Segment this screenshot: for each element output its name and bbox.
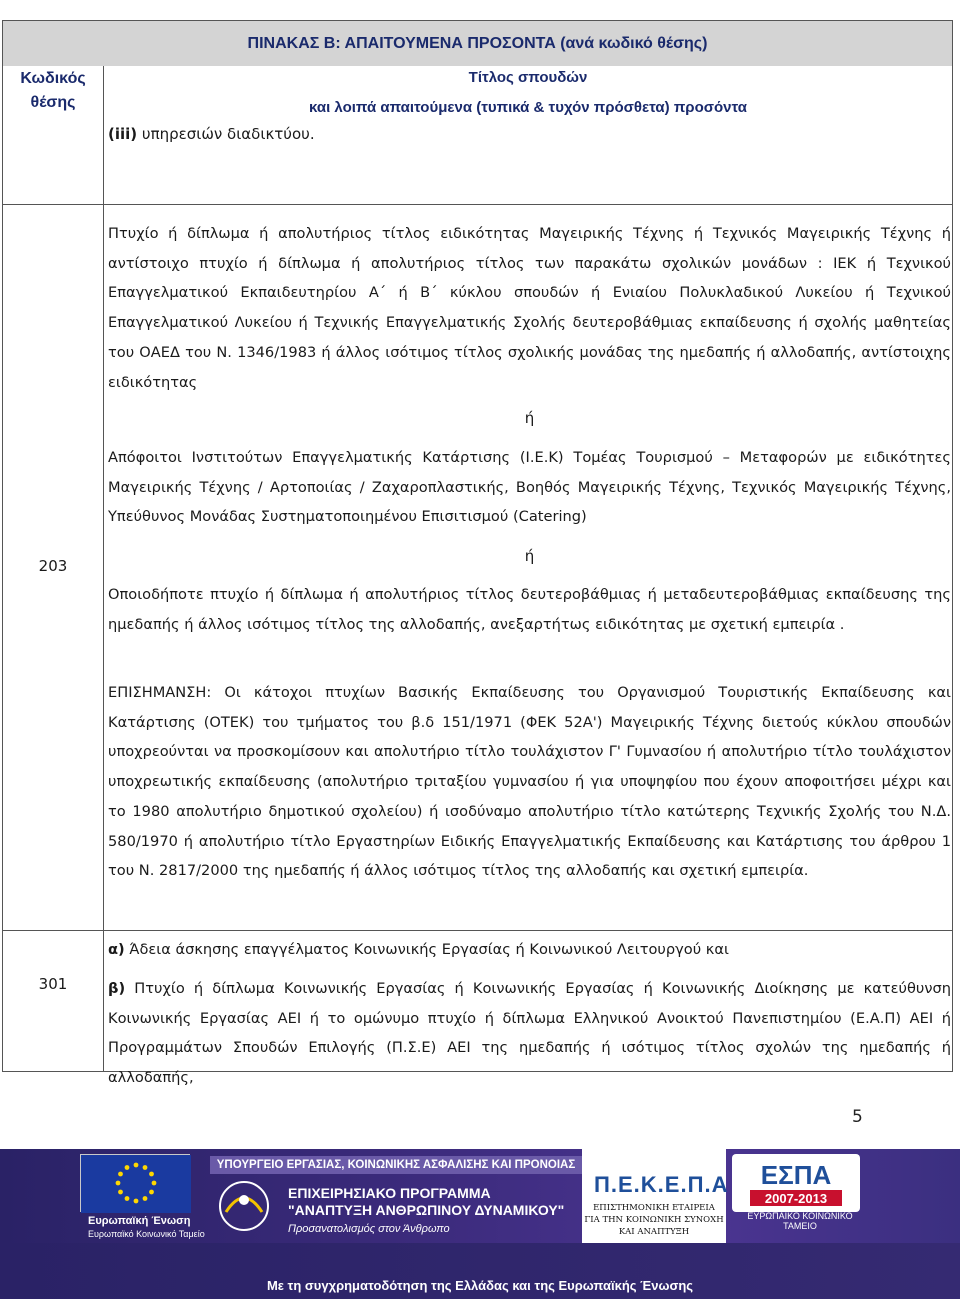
column-divider	[103, 66, 104, 1072]
espa-caption: ΕΥΡΩΠΑΪΚΟ ΚΟΙΝΩΝΙΚΟ ΤΑΜΕΙΟ	[747, 1211, 853, 1231]
row-203-paragraph-1: Πτυχίο ή δίπλωμα ή απολυτήριος τίτλος ειδικότητας Μαγειρικής Τέχνης ή Τεχνικός Μαγειρικής Τέχνης ή αντίστοιχο πτυχίο ή δίπλωμα ή απολυτήριος τίτλος των παρακάτω σχολικών μονάδων : ΙΕΚ ή Τεχνικού Επαγγελματικού Εκπαιδευτηρίου Α΄ ή Β΄ κύκλου σπουδών ή Ενιαίου Πολυκλαδικού Λυκείου ή Τεχνικού Επαγγελματικού Λυκείου ή Τεχνικής Επαγγελματικής Σχολής δευτεροβάθμιας εκπαίδευσης ή σχολής μαθητείας του ΟΑΕΔ του Ν. 1346/1983 ή άλλος ισότιμος τίτλος σχολικής μονάδας της ημεδαπής ή αλλοδαπής, αντίστοιχης ειδικότητας	[108, 225, 951, 391]
program-logo-icon	[212, 1178, 276, 1234]
ministry-name: ΥΠΟΥΡΓΕΙΟ ΕΡΓΑΣΙΑΣ, ΚΟΙΝΩΝΙΚΗΣ ΑΣΦΑΛΙΣΗΣ ΚΑΙ ΠΡΟΝΟΙΑΣ	[210, 1156, 582, 1174]
espa-name: ΕΣΠΑ	[760, 1160, 832, 1190]
espa-logo	[730, 1152, 862, 1216]
eu-caption-line2: Ευρωπαϊκό Κοινωνικό Ταμείο	[88, 1229, 205, 1239]
row-203-paragraph-2: Απόφοιτοι Ινστιτούτων Επαγγελματικής Κατάρτισης (Ι.Ε.Κ) Τομέας Τουρισμού – Μεταφορών με ειδικότητες Μαγειρικής Τέχνης / Αρτοποιίας / Ζαχαροπλαστικής, Βοηθός Μαγειρικής Τέχνης, Τεχνικός Μαγειρικής Τέχνης, Υπεύθυνος Μονάδας Συστηματοποιημένου Επισιτισμού (Catering)	[108, 449, 951, 526]
eu-caption-line1: Ευρωπαϊκή Ένωση	[88, 1215, 191, 1227]
pekepa-desc-line1: ΕΠΙΣΤΗΜΟΝΙΚΗ ΕΤΑΙΡΕΙΑ	[593, 1203, 715, 1213]
program-subtitle: Προσανατολισμός στον Άνθρωπο	[288, 1223, 450, 1235]
pekepa-desc-line3: ΚΑΙ ΑΝΑΠΤΥΞΗ	[618, 1227, 690, 1237]
row-301-item-b-label: β)	[108, 980, 126, 997]
program-title-line1: ΕΠΙΧΕΙΡΗΣΙΑΚΟ ΠΡΟΓΡΑΜΜΑ	[288, 1185, 491, 1201]
program-title	[288, 1185, 578, 1219]
requirements-table	[2, 20, 953, 1087]
table-row-code-301: 301	[38, 975, 68, 993]
row-301-item-b	[108, 974, 951, 1093]
continued-item-label: (iii)	[108, 125, 138, 143]
row-301-item-b-text: Πτυχίο ή δίπλωμα Κοινωνικής Εργασίας ή Κοινωνικής Εργασίας ή Κοινωνικής Διοίκησης με κατεύθυνση Κοινωνικής Εργασίας ΑΕΙ ή το ομώνυμο πτυχίο ή δίπλωμα Ελληνικού Ανοικτού Πανεπιστημίου (Ε.Α.Π) ΑΕΙ ή Προγραμμάτων Σπουδών Επιλογής (Π.Σ.Ε) ΑΕΙ της ημεδαπής ή ισότιμος τίτλος σχολών της ημεδαπής ή αλλοδαπής,	[108, 980, 951, 1087]
row-divider-middle	[3, 930, 952, 931]
column-header-code-line1: Κωδικός	[20, 70, 86, 87]
row-203-paragraph-3: Οποιοδήποτε πτυχίο ή δίπλωμα ή απολυτήριος τίτλος δευτεροβάθμιας ή μεταδευτεροβάθμιας εκπαίδευσης της ημεδαπής ή άλλος ισότιμος τίτλος της αλλοδαπής, ανεξαρτήτως ειδικότητας με σχετική εμπειρία .	[108, 586, 951, 633]
espa-years: 2007-2013	[764, 1191, 828, 1206]
cofunding-statement: Με τη συγχρηματοδότηση της Ελλάδας και της Ευρωπαϊκής Ένωσης	[266, 1278, 694, 1293]
pekepa-desc-line2: ΓΙΑ ΤΗΝ ΚΟΙΝΩΝΙΚΗ ΣΥΝΟΧΗ	[584, 1215, 724, 1225]
program-title-line2: "ΑΝΑΠΤΥΞΗ ΑΝΘΡΩΠΙΝΟΥ ΔΥΝΑΜΙΚΟΥ"	[288, 1202, 565, 1218]
row-301-item-a	[108, 935, 951, 965]
column-header-title-line1: Τίτλος σπουδών	[468, 69, 588, 86]
table-row-code-203: 203	[38, 557, 68, 575]
table-title: ΠΙΝΑΚΑΣ Β: ΑΠΑΙΤΟΥΜΕΝΑ ΠΡΟΣΟΝΤΑ (ανά κωδικό θέσης)	[247, 34, 708, 52]
page-number: 5	[852, 1107, 863, 1127]
eu-stars-icon	[81, 1155, 191, 1213]
eu-flag-logo	[80, 1154, 190, 1212]
pekepa-name: Π.Ε.Κ.Ε.Π.Α	[594, 1172, 729, 1197]
column-header-code	[3, 67, 103, 115]
row-divider-top	[3, 204, 952, 205]
column-header-code-line2: θέσης	[30, 94, 76, 111]
continued-item	[108, 125, 315, 143]
row-203-or-1: ή	[524, 409, 535, 427]
row-301-item-a-label: α)	[108, 941, 125, 958]
pekepa-description	[582, 1202, 726, 1238]
row-301-item-a-text: Άδεια άσκησης επαγγέλματος Κοινωνικής Εργασίας ή Κοινωνικού Λειτουργού και	[124, 941, 729, 958]
row-203-or-2: ή	[524, 547, 535, 565]
eu-caption	[88, 1215, 228, 1241]
column-header-title-line2: και λοιπά απαιτούμενα (τυπικά & τυχόν πρόσθετα) προσόντα	[308, 99, 748, 116]
column-header-title	[104, 63, 952, 123]
row-203-note: ΕΠΙΣΗΜΑΝΣΗ: Οι κάτοχοι πτυχίων Βασικής Εκπαίδευσης του Οργανισμού Τουριστικής Εκπαίδευσης και Κατάρτισης (ΟΤΕΚ) του τμήματος του β.δ 151/1971 (ΦΕΚ 52Α') Μαγειρικής Τέχνης διετούς κύκλου σπουδών υποχρεούνται να προσκομίσουν και απολυτήριο τίτλο τουλάχιστον Γ' Γυμνασίου ή απολυτήριο τίτλο τουλάχιστον υποχρεωτικής εκπαίδευσης (απολυτήριο τριταξίου γυμνασίου ή για υποψηφίου που έχουν αποφοιτήσει μέχρι και το 1980 απολυτήριο δημοτικού σχολείου) ή ισοδύναμο απολυτήριο τίτλο κατώτερης Τεχνικής Σχολής του Ν.Δ. 580/1970 ή απολυτήριο τίτλο Εργαστηρίων Ειδικής Επαγγελματικής Εκπαίδευσης και Κατάρτισης του άρθρου 1 του Ν. 2817/2000 της ημεδαπής ή άλλος ισότιμος τίτλος της αλλοδαπής και σχετική εμπειρία.	[108, 684, 951, 880]
continued-item-text: υπηρεσιών διαδικτύου.	[137, 125, 315, 143]
